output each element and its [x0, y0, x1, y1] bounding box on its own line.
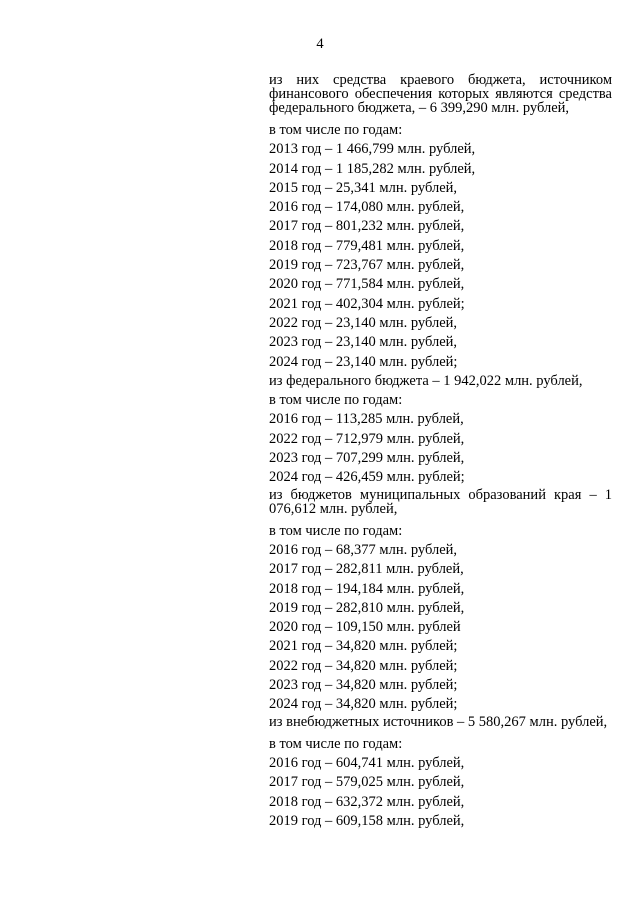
text-line: 2017 год – 282,811 млн. рублей, — [269, 561, 464, 578]
text-line: 2022 год – 34,820 млн. рублей; — [269, 657, 458, 674]
text-line: 2018 год – 779,481 млн. рублей, — [269, 237, 465, 254]
text-line: 2023 год – 23,140 млн. рублей, — [269, 334, 458, 351]
text-line: 2015 год – 25,341 млн. рублей, — [269, 179, 458, 196]
text-line: 2022 год – 712,979 млн. рублей, — [269, 430, 465, 447]
text-paragraph: из бюджетов муниципальных образований края – 1 076,612 млн. рублей, — [269, 486, 612, 517]
text-line: 2020 год – 771,584 млн. рублей, — [269, 276, 465, 293]
text-line: 2019 год – 723,767 млн. рублей, — [269, 257, 465, 274]
text-line: 2016 год – 174,080 млн. рублей, — [269, 199, 465, 216]
text-line: 2019 год – 609,158 млн. рублей, — [269, 812, 465, 829]
text-line: 2014 год – 1 185,282 млн. рублей, — [269, 160, 476, 177]
text-line: 2013 год – 1 466,799 млн. рублей, — [269, 141, 476, 158]
page-number: 4 — [316, 36, 324, 52]
text-line: 2019 год – 282,810 млн. рублей, — [269, 599, 465, 616]
text-line: 2016 год – 68,377 млн. рублей, — [269, 541, 458, 558]
text-paragraph: из них средства краевого бюджета, источником финансового обеспечения которых являются средства федерального бюджета, – 6 399,290 млн. рублей, — [269, 72, 612, 116]
text-line: 2021 год – 34,820 млн. рублей; — [269, 638, 458, 655]
text-line: 2024 год – 426,459 млн. рублей; — [269, 469, 465, 486]
text-line: в том числе по годам: — [269, 735, 403, 752]
text-line: 2018 год – 632,372 млн. рублей, — [269, 793, 465, 810]
text-line: 2017 год – 801,232 млн. рублей, — [269, 218, 465, 235]
text-line: в том числе по годам: — [269, 392, 403, 409]
text-line: 2022 год – 23,140 млн. рублей, — [269, 314, 458, 331]
text-line: 2016 год – 604,741 млн. рублей, — [269, 754, 465, 771]
text-line: в том числе по годам: — [269, 522, 403, 539]
text-line: 2017 год – 579,025 млн. рублей, — [269, 774, 465, 791]
text-line: 2023 год – 707,299 млн. рублей, — [269, 450, 465, 467]
text-paragraph: из внебюджетных источников – 5 580,267 млн. рублей, — [269, 713, 608, 730]
text-line: 2021 год – 402,304 млн. рублей; — [269, 295, 465, 312]
text-line: из федерального бюджета – 1 942,022 млн. рублей, — [269, 372, 583, 389]
text-line: 2023 год – 34,820 млн. рублей; — [269, 677, 458, 694]
text-line: 2024 год – 34,820 млн. рублей; — [269, 696, 458, 713]
text-line: 2018 год – 194,184 млн. рублей, — [269, 580, 465, 597]
text-line: 2024 год – 23,140 млн. рублей; — [269, 353, 458, 370]
text-line: в том числе по годам: — [269, 122, 403, 138]
document-body — [269, 73, 612, 831]
text-line: 2016 год – 113,285 млн. рублей, — [269, 411, 464, 428]
text-line: 2020 год – 109,150 млн. рублей — [269, 619, 461, 636]
